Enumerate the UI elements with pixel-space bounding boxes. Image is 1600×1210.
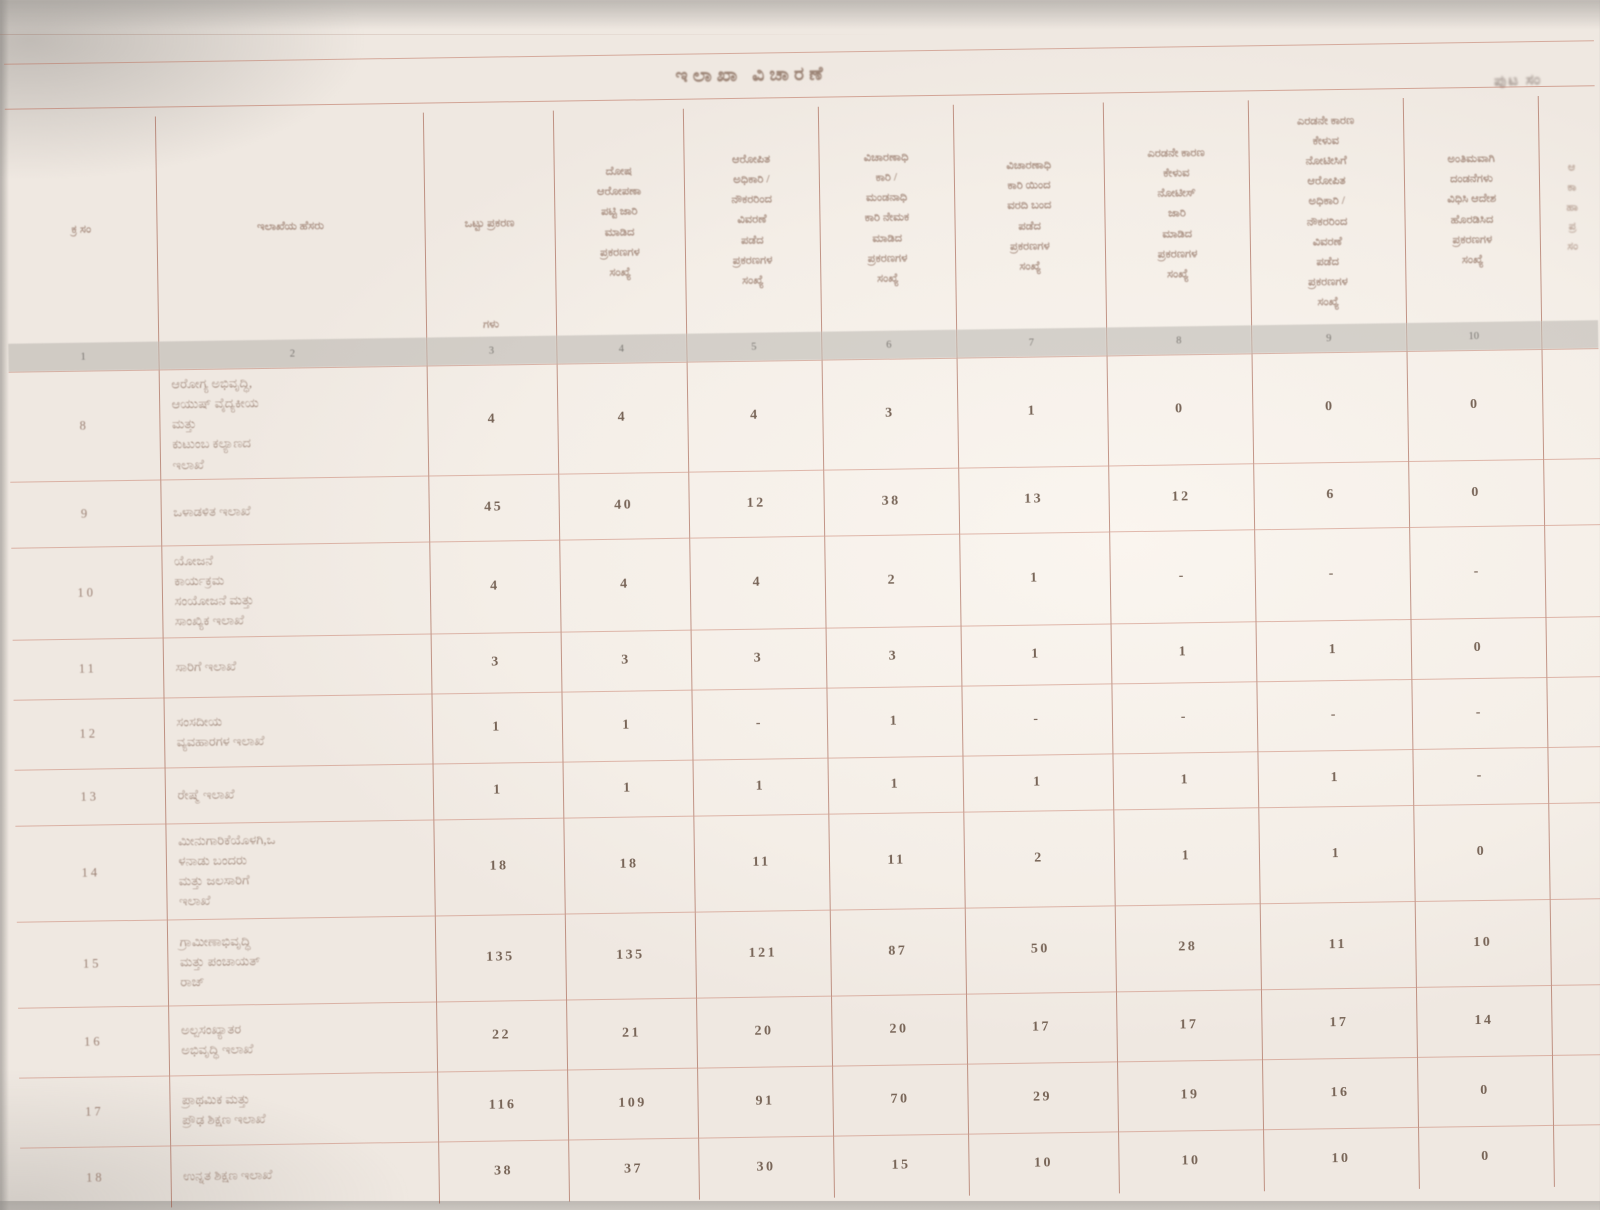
cell-value: 10: [968, 1132, 1119, 1196]
cell-value: 1: [962, 754, 1113, 812]
column-number: [1541, 320, 1598, 349]
cell-value: 12: [1108, 464, 1254, 532]
column-number: 10: [1406, 321, 1541, 351]
cell-value: 10: [1415, 899, 1551, 987]
clipped-cell: [1545, 616, 1600, 677]
column-number: 8: [1106, 325, 1251, 356]
cell-value: 11: [1260, 901, 1416, 989]
page-number-stamp: ಪುಟ ಸಂ: [1493, 72, 1543, 90]
row-serial: 14: [81, 865, 101, 880]
row-serial: 17: [85, 1104, 104, 1119]
cell-value: 10: [1118, 1129, 1264, 1193]
cell-value: 1: [957, 356, 1109, 468]
cell-value: 3: [691, 628, 827, 690]
cell-value: 1: [1258, 805, 1414, 903]
cell-value: 0: [1413, 803, 1549, 901]
clipped-cell: [1544, 524, 1600, 617]
cell-value: 0: [1417, 1055, 1553, 1127]
page-title: ಇಲಾಖಾ ವಿಚಾರಣೆ: [675, 63, 829, 87]
column-number: 5: [686, 332, 821, 362]
department-name: ಮೀನುಗಾರಿಕೆಯೊಳಗಿ,ಒ ಳನಾಡು ಬಂದರು ಮತ್ತು ಜಲಸಾರಿಗೆ ಇಲಾಖೆ: [165, 820, 434, 920]
cell-value: 3: [561, 630, 692, 692]
clipped-cell: [1541, 349, 1600, 460]
cell-value: 91: [697, 1066, 833, 1138]
department-name: ಅಲ್ಪಸಂಖ್ಯಾತರ ಅಭಿವೃದ್ಧಿ ಇಲಾಖೆ: [168, 1002, 437, 1076]
row-serial: 9: [80, 506, 91, 521]
col-header-inquiry-report-received: ವಿಚಾರಣಾಧಿ ಕಾರಿ ಯಿಂದ ವರದಿ ಬಂದ ಪಡೆದ ಪ್ರಕರಣಗಳ ಸಂಖ್ಯೆ: [953, 102, 1106, 329]
cell-value: 1: [827, 756, 963, 814]
cell-value: 12: [688, 470, 824, 538]
cell-value: 21: [566, 998, 697, 1070]
col-header-total-cases-sub: ಗಳು: [482, 318, 500, 331]
cell-value: 20: [831, 994, 967, 1066]
department-name: ಸಂಸದೀಯ ವ್ಯವಹಾರಗಳ ಇಲಾಖೆ: [164, 694, 433, 768]
department-name: ಯೋಜನೆ ಕಾರ್ಯಕ್ರಮ ಸಂಯೋಜನೆ ಮತ್ತು ಸಾಂಖ್ಯಿಕ ಇಲಾಖೆ: [161, 542, 430, 638]
cell-value: -: [691, 688, 827, 760]
cell-value: 18: [433, 818, 564, 916]
cell-value: -: [1109, 530, 1255, 624]
column-number: 4: [556, 334, 686, 364]
cell-value: 4: [559, 538, 690, 632]
cell-value: 4: [557, 362, 689, 474]
clipped-cell: [1550, 898, 1600, 985]
clipped-cell: [1548, 802, 1600, 899]
cell-value: 3: [822, 358, 959, 470]
cell-value: 0: [1408, 459, 1544, 527]
department-name: ಒಳಾಡಳಿತ ಇಲಾಖೆ: [160, 476, 429, 546]
col-header-serial: ಕ್ರ ಸಂ: [71, 223, 92, 237]
clipped-cell: [1553, 1124, 1600, 1187]
cell-value: 1: [561, 690, 692, 762]
cell-value: 38: [438, 1140, 569, 1204]
cell-value: 37: [568, 1138, 699, 1202]
department-name: ಪ್ರಾಥಮಿಕ ಮತ್ತು ಪ್ರೌಢ ಶಿಕ್ಷಣ ಇಲಾಖೆ: [169, 1072, 438, 1146]
cell-value: 40: [558, 472, 689, 540]
cell-value: 28: [1115, 903, 1261, 991]
cell-value: 16: [1262, 1057, 1418, 1129]
cell-value: 1: [431, 692, 562, 764]
cell-value: -: [1411, 677, 1547, 749]
cell-value: 4: [427, 364, 559, 476]
cell-value: -: [1254, 527, 1410, 621]
clipped-cell: [1546, 676, 1600, 747]
cell-value: 10: [1263, 1127, 1419, 1191]
cell-value: 135: [435, 914, 566, 1002]
col-header-department: ಇಲಾಖೆಯ ಹೆಸರು: [155, 113, 426, 342]
scanned-table-sheet: [4, 40, 1600, 1210]
inquiry-table: [5, 95, 1600, 1210]
cell-value: 121: [695, 910, 831, 998]
department-name: ಆರೋಗ್ಯ ಅಭಿವೃದ್ಧಿ, ಆಯುಷ್ ವೈದ್ಯಕೀಯ ಮತ್ತು ಕುಟುಂಬ ಕಲ್ಯಾಣದ ಇಲಾಖೆ: [159, 366, 429, 480]
col-header-clipped: ಆ ಕಾ ಹಾ ಪ್ರ ಸಂ: [1538, 95, 1598, 321]
cell-value: -: [1409, 525, 1545, 619]
cell-value: 3: [431, 632, 562, 694]
cell-value: 17: [1116, 989, 1262, 1061]
col-header-inquiry-officer-appointed: ವಿಚಾರಣಾಧಿ ಕಾರಿ / ಮಂಡನಾಧಿ ಕಾರಿ ನೇಮಕ ಮಾಡಿದ ಪ್ರಕರಣಗಳ ಸಂಖ್ಯೆ: [818, 105, 956, 332]
page-crease-line: [0, 34, 900, 35]
row-serial: 13: [80, 789, 100, 804]
row-serial: 12: [79, 726, 99, 741]
cell-value: 70: [832, 1064, 968, 1136]
cell-value: 22: [436, 1000, 567, 1072]
cell-value: 87: [830, 908, 966, 996]
cell-value: 13: [958, 466, 1109, 534]
cell-value: 1: [1111, 621, 1257, 683]
cell-value: 17: [1261, 987, 1417, 1059]
cell-value: 6: [1253, 461, 1409, 529]
col-header-second-notice-explanation: ಎರಡನೇ ಕಾರಣ ಕೇಳುವ ನೋಟೀಸಿಗೆ ಆರೋಪಿತ ಅಧಿಕಾರಿ / ನೌಕರರಿಂದ ವಿವರಣೆ ಪಡೆದ ಪ್ರಕರಣಗಳ ಸಂಖ್ಯೆ: [1248, 98, 1406, 325]
cell-value: 19: [1117, 1059, 1263, 1131]
cell-value: 1: [1257, 749, 1413, 807]
cell-value: 4: [687, 360, 824, 472]
row-serial: 18: [86, 1170, 105, 1185]
column-number: 1: [8, 342, 158, 373]
cell-value: -: [1111, 681, 1257, 753]
cell-value: -: [1256, 679, 1412, 751]
department-name: ರೇಷ್ಮೆ ಇಲಾಖೆ: [165, 764, 434, 824]
department-name: ಸಾರಿಗೆ ಇಲಾಖೆ: [163, 634, 432, 698]
cell-value: -: [961, 684, 1112, 756]
cell-value: 17: [966, 992, 1117, 1064]
cell-value: 14: [1416, 985, 1552, 1057]
cell-value: 0: [1410, 617, 1546, 679]
cell-value: 1: [1113, 807, 1259, 905]
cell-value: 2: [963, 810, 1114, 908]
cell-value: 18: [563, 816, 694, 914]
row-serial: 10: [77, 585, 97, 600]
cell-value: 11: [828, 812, 964, 910]
cell-value: 1: [961, 624, 1112, 686]
cell-value: 38: [823, 468, 959, 536]
clipped-cell: [1547, 746, 1600, 803]
cell-value: 0: [1418, 1125, 1554, 1189]
cell-value: 20: [696, 996, 832, 1068]
cell-value: 1: [1112, 751, 1258, 809]
cell-value: 109: [567, 1068, 698, 1140]
cell-value: 1: [433, 762, 564, 820]
cell-value: -: [1412, 747, 1548, 805]
cell-value: 0: [1407, 350, 1544, 462]
col-header-explanation-received: ಆರೋಪಿತ ಅಧಿಕಾರಿ / ನೌಕರರಿಂದ ವಿವರಣೆ ಪಡೆದ ಪ್ರಕರಣಗಳ ಸಂಖ್ಯೆ: [683, 107, 821, 334]
column-number: 2: [158, 338, 426, 370]
cell-value: 1: [692, 758, 828, 816]
cell-value: 0: [1107, 354, 1254, 466]
col-header-total-cases: ಒಟ್ಟು ಪ್ರಕರಣ ಗಳು: [423, 111, 556, 338]
cell-value: 4: [689, 536, 825, 630]
clipped-cell: [1552, 1054, 1600, 1125]
row-serial: 8: [79, 418, 89, 433]
clipped-cell: [1543, 458, 1600, 525]
cell-value: 50: [965, 906, 1116, 994]
cell-value: 11: [693, 814, 829, 912]
cell-value: 3: [826, 626, 962, 688]
column-number: 3: [426, 336, 556, 366]
cell-value: 1: [1255, 619, 1411, 681]
cell-value: 29: [967, 1062, 1118, 1134]
col-header-second-notice-issued: ಎರಡನೇ ಕಾರಣ ಕೇಳುವ ನೋಟೀಸ್ ಜಾರಿ ಮಾಡಿದ ಪ್ರಕರಣಗಳ ಸಂಖ್ಯೆ: [1103, 100, 1251, 327]
cell-value: 45: [428, 474, 559, 542]
cell-value: 2: [824, 534, 960, 628]
cell-value: 1: [959, 532, 1110, 626]
cell-value: 135: [565, 912, 696, 1000]
col-header-final-orders-issued: ಅಂತಿಮವಾಗಿ ದಂಡನೆಗಳು ವಿಧಿಸಿ ಆದೇಶ ಹೊರಡಿಸಿದ ಪ್ರಕರಣಗಳ ಸಂಖ್ಯೆ: [1403, 96, 1541, 323]
cell-value: 1: [563, 760, 694, 818]
cell-value: 4: [429, 540, 560, 634]
column-number: 7: [956, 327, 1106, 358]
row-serial: 11: [78, 661, 97, 676]
cell-value: 1: [826, 686, 962, 758]
column-number: 6: [821, 330, 956, 360]
department-name: ಗ್ರಾಮೀಣಾಭಿವೃದ್ಧಿ ಮತ್ತು ಪಂಚಾಯತ್ ರಾಜ್: [167, 916, 436, 1006]
clipped-cell: [1551, 984, 1600, 1055]
department-name: ಉನ್ನತ ಶಿಕ್ಷಣ ಇಲಾಖೆ: [170, 1142, 439, 1208]
column-number: 9: [1251, 323, 1406, 354]
row-serial: 16: [83, 1034, 103, 1049]
cell-value: 0: [1252, 352, 1409, 464]
col-header-chargesheet-issued: ದೋಷ ಆರೋಪಣಾ ಪಟ್ಟಿ ಜಾರಿ ಮಾಡಿದ ಪ್ರಕರಣಗಳ ಸಂಖ್ಯೆ: [553, 109, 686, 336]
cell-value: 30: [698, 1136, 834, 1200]
cell-value: 116: [437, 1070, 568, 1142]
cell-value: 15: [833, 1134, 969, 1198]
header-row: [5, 95, 1598, 344]
row-serial: 15: [82, 956, 102, 971]
